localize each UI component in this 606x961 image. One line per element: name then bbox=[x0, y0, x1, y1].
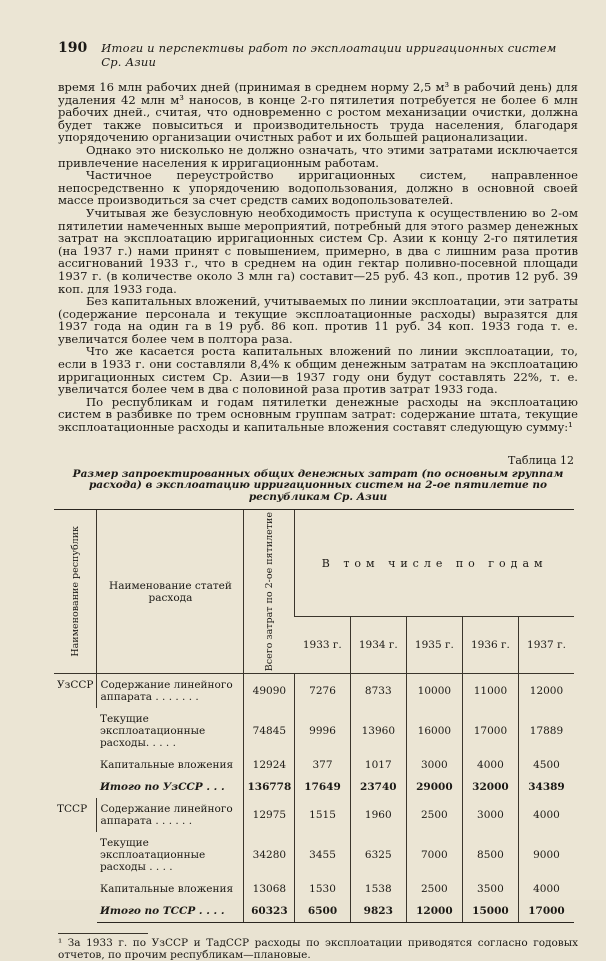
col-header-years: В том числе по годам bbox=[295, 510, 574, 617]
year-value: 32000 bbox=[462, 776, 518, 798]
col-header-total: Всего затрат по 2-ое пятилетие bbox=[244, 510, 295, 674]
paragraph: По республикам и годам пятилетки денежные расходы на эксплоатацию систем в разбивке по трем основным группам затрат: содержание штата, текущие эксплоатационные расходы и капитальные вложения составят следующую сумму:¹ bbox=[58, 394, 578, 435]
year-value: 4500 bbox=[518, 754, 574, 776]
year-value: 6500 bbox=[295, 900, 350, 923]
year-value: 2500 bbox=[406, 798, 462, 832]
page-header bbox=[58, 40, 578, 69]
col-header-item: Наименование статей расхода bbox=[97, 510, 244, 674]
table-label: Таблица 12 bbox=[508, 453, 574, 467]
year-value: 17649 bbox=[295, 776, 350, 798]
footnote-divider bbox=[58, 933, 148, 934]
year-value: 9823 bbox=[350, 900, 406, 923]
total-value: 74845 bbox=[244, 708, 295, 754]
total-value: 13068 bbox=[244, 878, 295, 900]
running-title: Итоги и перспективы работ по эксплоатации ирригационных систем Ср. Азии bbox=[101, 41, 557, 69]
year-value: 8500 bbox=[462, 832, 518, 878]
total-value: 12924 bbox=[244, 754, 295, 776]
footnote: ¹ За 1933 г. по УзССР и ТадССР расходы по эксплоатации приводятся согласно годовых отчетов, по прочим республикам—плановые. bbox=[58, 937, 578, 961]
expenditure-table bbox=[54, 509, 574, 923]
year-value: 377 bbox=[295, 754, 350, 776]
paragraph: Учитывая же безусловную необходимость приступа к осуществлению во 2-ом пятилетии намеченных выше мероприятий, потребный для этого размер денежных затрат на эксплоатацию ирригационных систем Ср. Азии к концу 2-го пятилетия (на 1937 г.) нами принят с повышением, примерно, в два с лишним раза против ассигнований 1933 г., что в среднем на один гектар поливно-посевной площади 1937 г. (в количестве около 3 млн га) составит—25 руб. 43 коп., против 12 руб. 39 коп. для 1933 года. bbox=[58, 205, 578, 296]
year-value: 1960 bbox=[350, 798, 406, 832]
paragraph: Без капитальных вложений, учитываемых по линии эксплоатации, эти затраты (содержание персонала и текущие эксплоатационные расходы) выразятся для 1937 года на один га в 19 руб. 86 коп. против 11 руб. 34 коп. 1933 года т. е. увеличатся более чем в полтора раза. bbox=[58, 294, 578, 346]
col-header-republic: Наименование республик bbox=[54, 510, 97, 674]
year-value: 1530 bbox=[295, 878, 350, 900]
year-value: 2500 bbox=[406, 878, 462, 900]
year-value: 34389 bbox=[518, 776, 574, 798]
item-name: Итого по ТССР . . . . bbox=[97, 900, 244, 923]
item-name: Содержание линейного аппарата . . . . . . . bbox=[97, 674, 244, 709]
year-value: 9996 bbox=[295, 708, 350, 754]
year-value: 6325 bbox=[350, 832, 406, 878]
total-value: 34280 bbox=[244, 832, 295, 878]
year-value: 17889 bbox=[518, 708, 574, 754]
total-value: 49090 bbox=[244, 674, 295, 709]
year-value: 11000 bbox=[462, 674, 518, 709]
table-row bbox=[54, 798, 574, 832]
year-value: 29000 bbox=[406, 776, 462, 798]
item-name: Содержание линейного аппарата . . . . . . bbox=[97, 798, 244, 832]
table-caption: Размер запроектированных общих денежных затрат (по основным группам расхода) в эксплоатацию ирригационных систем на 2-ое пятилетие по республикам Ср. Азии bbox=[72, 467, 564, 503]
year-value: 3500 bbox=[462, 878, 518, 900]
year-value: 1017 bbox=[350, 754, 406, 776]
year-value: 17000 bbox=[518, 900, 574, 923]
year-value: 8733 bbox=[350, 674, 406, 709]
paragraph: время 16 млн рабочих дней (принимая в среднем норму 2,5 м³ в рабочий день) для удаления 42 млн м³ наносов, в конце 2-го пятилетия потребуется не более 6 млн рабочих дней., считая, что одновременно с ростом механизации очистки, должна будет также повыситься и производительность труда населения, благодаря упорядочению организации очистных работ и их большей рационализации. bbox=[58, 80, 578, 145]
table-row bbox=[54, 708, 574, 754]
body-text bbox=[58, 81, 578, 434]
table-row bbox=[54, 754, 574, 776]
year-value: 12000 bbox=[518, 674, 574, 709]
year-value: 12000 bbox=[406, 900, 462, 923]
year-value: 17000 bbox=[462, 708, 518, 754]
table-row-total bbox=[54, 776, 574, 798]
table-row bbox=[54, 674, 574, 709]
paragraph: Однако это нисколько не должно означать, что этими затратами исключается привлечение населения к ирригационным работам. bbox=[58, 142, 578, 170]
col-header-year: 1936 г. bbox=[462, 617, 518, 674]
col-header-year: 1934 г. bbox=[350, 617, 406, 674]
item-name: Итого по УзССР . . . bbox=[99, 781, 225, 794]
year-value: 23740 bbox=[350, 776, 406, 798]
page-number: 190 bbox=[58, 40, 88, 56]
table-row-total bbox=[54, 900, 574, 923]
year-value: 7276 bbox=[295, 674, 350, 709]
year-value: 13960 bbox=[350, 708, 406, 754]
year-value: 4000 bbox=[518, 798, 574, 832]
item-name: Текущие эксплоатационные расходы . . . . bbox=[99, 837, 206, 874]
year-value: 16000 bbox=[406, 708, 462, 754]
year-value: 15000 bbox=[462, 900, 518, 923]
col-header-year: 1933 г. bbox=[295, 617, 350, 674]
col-header-year: 1935 г. bbox=[406, 617, 462, 674]
item-name: Капитальные вложения bbox=[99, 883, 234, 896]
item-name: Капитальные вложения bbox=[99, 759, 234, 772]
paragraph: Что же касается роста капитальных вложений по линии эксплоатации, то, если в 1933 г. они составляли 8,4% к общим денежным затратам на эксплоатацию ирригационных систем Ср. Азии—в 1937 году они будут составлять 22%, т. е. увеличатся более чем в два с половиной раза против затрат 1933 года. bbox=[58, 344, 578, 397]
total-value: 12975 bbox=[244, 798, 295, 832]
year-value: 4000 bbox=[462, 754, 518, 776]
total-value: 60323 bbox=[244, 900, 295, 923]
table-row bbox=[54, 878, 574, 900]
republic-name: УзССР bbox=[57, 679, 94, 692]
item-name: Текущие эксплоатационные расходы. . . . . bbox=[99, 713, 206, 750]
total-value: 136778 bbox=[244, 776, 295, 798]
year-value: 4000 bbox=[518, 878, 574, 900]
col-header-year: 1937 г. bbox=[518, 617, 574, 674]
year-value: 3000 bbox=[406, 754, 462, 776]
year-value: 1538 bbox=[350, 878, 406, 900]
paragraph: Частичное переустройство ирригационных систем, направленное непосредственно к упорядочению водопользования, должно в основной своей массе производиться за счет средств самих водопользователей. bbox=[58, 168, 578, 208]
year-value: 3000 bbox=[462, 798, 518, 832]
republic-name: ТССР bbox=[57, 803, 88, 816]
table-row bbox=[54, 832, 574, 878]
year-value: 3455 bbox=[295, 832, 350, 878]
year-value: 9000 bbox=[518, 832, 574, 878]
year-value: 10000 bbox=[406, 674, 462, 709]
year-value: 1515 bbox=[295, 798, 350, 832]
year-value: 7000 bbox=[406, 832, 462, 878]
